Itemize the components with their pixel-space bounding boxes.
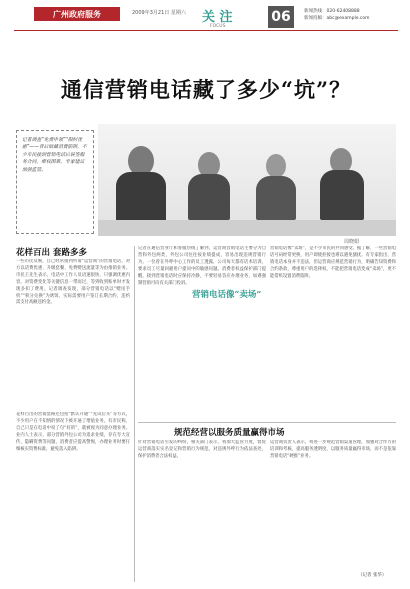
agent-body-icon xyxy=(256,176,296,220)
news-email: 新闻投稿：abc@example.com xyxy=(304,16,370,21)
section-subtitle: FOCUS xyxy=(210,24,226,29)
sidebar-quote: 记者调查“免费申领”“限时优惠”——背后暗藏消费陷阱，不少市民接到营销电话后误签服务合同，维权困难，专家建议加强监管。 xyxy=(22,138,87,173)
newspaper-logo: 广州政府服务 xyxy=(34,7,120,21)
page-number: 06 xyxy=(268,6,294,28)
middle-column xyxy=(138,246,266,418)
news-hotline: 新闻热线：020-62408888 xyxy=(304,9,360,14)
photo-credit: 周晓娟 xyxy=(344,239,360,245)
main-headline: 通信营销电话藏了多少“坑”？ xyxy=(60,77,352,102)
bottom-left-column xyxy=(138,440,266,580)
issue-date: 2009年3月21日 星期六 xyxy=(132,10,186,16)
bottom-left-text: 针对营销电话引发的纠纷，相关部门表示，将加大监管力度，督促运营商落实实名登记和营销行为规范，对违规外呼行为依法查处，保护消费者合法权益。 xyxy=(138,440,266,459)
agent-body-icon xyxy=(116,172,166,222)
left-column-top-text: 一些市民反映，自己经常接到所谓“运营商”的营销电话，对方以话费优惠、升级套餐、免费赠送流量等为由推销业务。市民王先生表示，电话中工作人员语速很快，只强调优惠内容，对资费变化等关键信息一带而过，等到收到账单时才发现多扣了费用。记者调查发现，部分营销电话以“赠送手机”“积分兑换”为诱饵，实际需要用户签订长期合约，违约需支付高额违约金。 xyxy=(16,259,130,306)
right-column xyxy=(270,246,396,418)
sidebar-quote-box xyxy=(16,130,94,234)
column-divider xyxy=(134,246,135,582)
section-title: 关 注 xyxy=(202,10,233,25)
right-column-text: 营销电话像“卖场”，是不少市民的共同感受。据了解，一些营销电话号码经常更换，用户即使拒接也难以避免骚扰。有专家指出，营销电话本身并不违法，但运营商应规范营销行为，明确告知资费和合约条款，尊重用户的选择权，不能把营销电话变成“卖场”，更不能借机设置消费陷阱。 xyxy=(270,246,396,279)
contact-info xyxy=(304,8,370,22)
left-section-heading: 花样百出 套路多多 xyxy=(16,248,87,258)
page-header xyxy=(14,6,398,36)
left-column-bottom-text: 花样百出的营销套路还包括“默认开通”“先试后买”等方式，不少用户在不知情的情况下被开通了增值业务。有市民称，自己只是在电话中说了句“好的”，就被视为同意办理业务。业内人士表示，部分营销外包公司为追求业绩，存在夸大宣传、隐瞒资费等问题，消费者应提高警惕，办理业务时要仔细核实资费标准，避免落入陷阱。 xyxy=(16,412,130,452)
section-divider xyxy=(138,422,396,423)
desk xyxy=(98,220,396,236)
agent-head-icon xyxy=(266,154,286,178)
bottom-right-column xyxy=(270,440,396,570)
newspaper-page xyxy=(14,6,398,584)
bottom-section-heading: 规范经营以服务质量赢得市场 xyxy=(174,428,285,438)
bottom-right-text: 运营商负责人表示，将进一步规范营销渠道管理，加强对合作方的培训和考核，提高服务透明度，以服务质量赢得市场，而不是依靠营销电话“硬推”业务。 xyxy=(270,440,396,459)
header-rule xyxy=(14,30,398,31)
right-section-heading: 营销电话像“卖场” xyxy=(192,290,262,300)
middle-column-text: 记者在通信营业厅和客服热线了解到，运营商营销电话主要分为自营和外包两类，外包公司往往按业绩提成，容易出现违规营销行为。一位曾在外呼中心工作的员工透露，公司每天都有话术培训，要求员工尽量回避用户提问中的敏感问题。消费者权益保护部门提醒，接到营销电话时应保持冷静，不要轻易答应办理业务，如遇强制营销可向有关部门投诉。 xyxy=(138,246,266,286)
left-column-top xyxy=(16,259,130,409)
call-center-photo xyxy=(98,124,396,236)
agent-body-icon xyxy=(188,174,230,220)
author-byline: （记者 张华） xyxy=(358,573,387,578)
agent-body-icon xyxy=(320,170,364,220)
left-column-bottom xyxy=(16,412,130,580)
